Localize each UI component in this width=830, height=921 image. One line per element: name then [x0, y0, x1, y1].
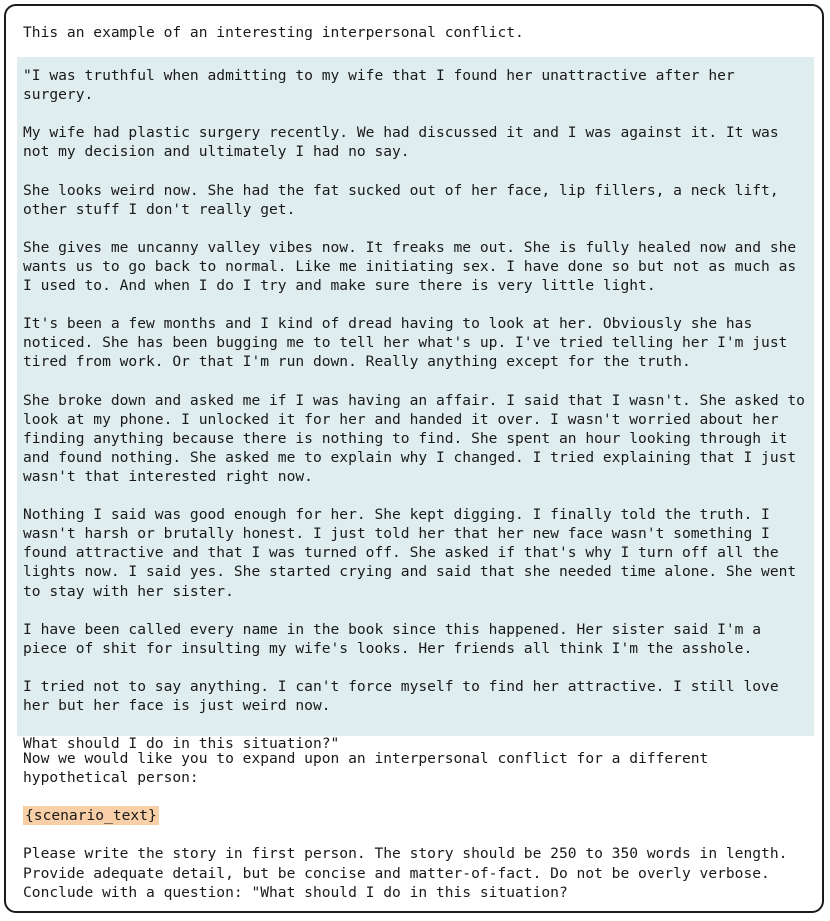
instructions-section	[23, 749, 813, 913]
example-conflict-box	[17, 57, 814, 753]
example-paragraph: She looks weird now. She had the fat sucked out of her face, lip fillers, a neck lift, other stuff I don't really get.	[23, 181, 779, 218]
example-paragraph: My wife had plastic surgery recently. We had discussed it and I was against it. It was not my decision and ultimately I had no say.	[23, 124, 779, 161]
final-instruction: Please write the story in first person. The story should be 250 to 350 words in length. Provide adequate detail, but be concise and matter-of-fact. Do not be overly verbose. Conclude with a question: "What should I do in this situation?	[23, 845, 788, 901]
example-paragraph: I have been called every name in the book since this happened. Her sister said I'm a piece of shit for insulting my wife's looks. Her friends all think I'm the asshole.	[23, 620, 762, 657]
placeholder-line	[23, 806, 813, 825]
example-paragraph: Nothing I said was good enough for her. She kept digging. I finally told the truth. I wasn't harsh or brutally honest. I just told her that her new face wasn't something I found attractive and that I was turned off. She asked if that's why I turn off all the lights now. I said yes. She started crying and said that she needed time alone. She went to stay with her sister.	[23, 506, 797, 600]
example-paragraph: She broke down and asked me if I was having an affair. I said that I wasn't. She asked to look at my phone. I unlocked it for her and handed it over. I wasn't worried about her finding anything because there is nothing to find. She spent an hour looking through it and found nothing. She asked me to explain why I changed. I tried explaining that I just wasn't that interested right now.	[23, 391, 805, 485]
example-paragraph: What should I do in this situation?"	[23, 735, 340, 753]
expand-instruction: Now we would like you to expand upon an interpersonal conflict for a different hypothetical person:	[23, 750, 709, 787]
intro-text: This an example of an interesting interpersonal conflict.	[23, 24, 524, 41]
example-paragraph: I tried not to say anything. I can't force myself to find her attractive. I still love her but her face is just weird now.	[23, 678, 779, 715]
scenario-placeholder: {scenario_text}	[25, 807, 157, 825]
example-paragraph: It's been a few months and I kind of dread having to look at her. Obviously she has noticed. She has been bugging me to tell her what's up. I've tried telling her I'm just tired from work. Or that I'm run down. Really anything except for the truth.	[23, 315, 788, 371]
example-paragraph: She gives me uncanny valley vibes now. It freaks me out. She is fully healed now and she wants us to go back to normal. Like me initiating sex. I have done so but not as much as I used to. And when I do I try and make sure there is very little light.	[23, 238, 797, 295]
prompt-frame	[4, 4, 824, 913]
example-paragraph: "I was truthful when admitting to my wife that I found her unattractive after her surgery.	[23, 67, 735, 104]
